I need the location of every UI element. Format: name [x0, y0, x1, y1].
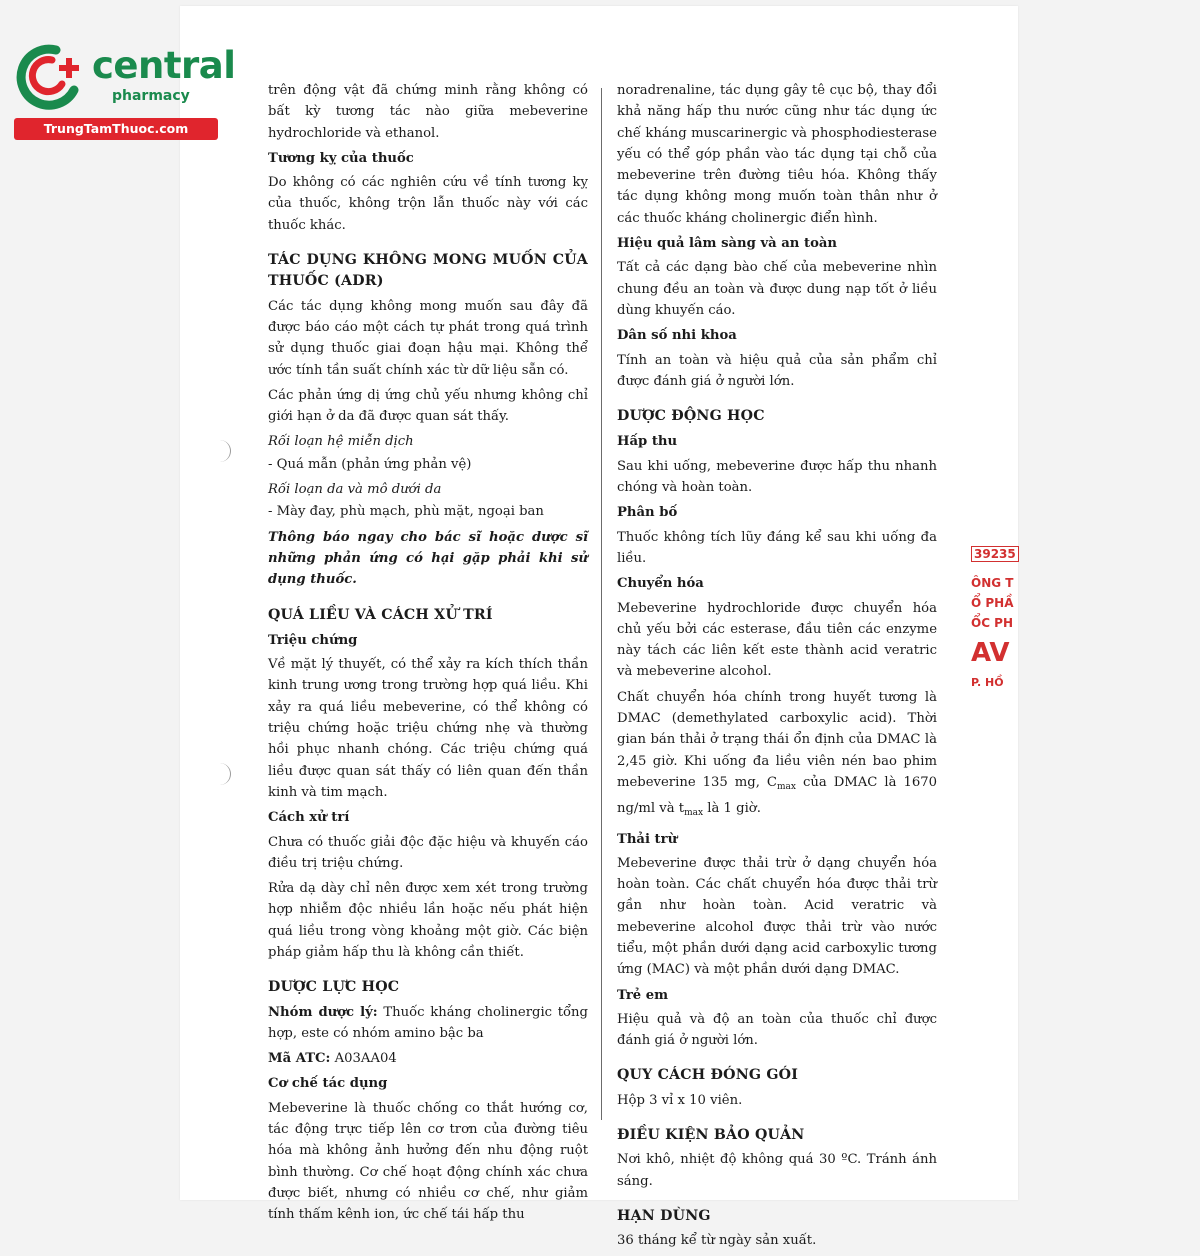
paragraph-text: là 1 giờ.: [703, 801, 761, 817]
subheading: Trẻ em: [617, 987, 669, 1003]
paragraph: Thuốc không tích lũy đáng kể sau khi uống đa liều.: [617, 529, 937, 566]
paragraph: Hộp 3 vỉ x 10 viên.: [617, 1092, 743, 1108]
subheading: Chuyển hóa: [617, 576, 704, 592]
subscript-text: max: [684, 808, 704, 819]
company-stamp: [965, 542, 1020, 722]
stamp-line: Ổ PHẦ: [971, 596, 1014, 610]
paragraph-text: của DMAC là 1670 ng/ml và t: [617, 774, 938, 817]
paragraph: Do không có các nghiên cứu về tính tương kỵ của thuốc, không trộn lẫn thuốc này với các thuốc khác.: [268, 175, 588, 233]
subscript-text: max: [777, 781, 796, 792]
paragraph: Sau khi uống, mebeverine được hấp thu nhanh chóng và hoàn toàn.: [617, 458, 937, 496]
paragraph: Mebeverine là thuốc chống co thắt hướng cơ, tác động trực tiếp lên cơ trơn của đường tiêu hóa mà không ảnh hưởng đến nhu động ruột bình thường. Cơ chế hoạt động chính xác chưa được biết, nhưng có nhiều cơ chế, như giảm tính thấm kênh ion, ức chế tái hấp thu: [268, 1100, 588, 1223]
section-heading: DƯỢC ĐỘNG HỌC: [617, 408, 765, 425]
paragraph-label: Nhóm dược lý:: [268, 1004, 378, 1020]
paragraph: Tính an toàn và hiệu quả của sản phẩm chỉ được đánh giá ở người lớn.: [617, 352, 937, 389]
paragraph: [617, 687, 937, 825]
paragraph: trên động vật đã chứng minh rằng không có bất kỳ tương tác nào giữa mebeverine hydrochloride và ethanol.: [268, 83, 588, 141]
paragraph: Chưa có thuốc giải độc đặc hiệu và khuyến cáo điều trị triệu chứng.: [268, 834, 588, 871]
subheading: Thải trừ: [617, 831, 678, 847]
left-column: [268, 80, 588, 1230]
italic-subheading: Rối loạn hệ miễn dịch: [268, 434, 414, 450]
subheading: Phân bố: [617, 505, 678, 521]
subheading: Cơ chế tác dụng: [268, 1076, 388, 1092]
subheading: Triệu chứng: [268, 632, 358, 648]
subheading: Hấp thu: [617, 434, 678, 450]
labeled-paragraph: [268, 1002, 588, 1045]
section-heading: QUÁ LIỀU VÀ CÁCH XỬ TRÍ: [268, 606, 493, 623]
stamp-line: ÔNG T: [971, 576, 1014, 590]
labeled-paragraph: [268, 1048, 588, 1069]
subheading: Cách xử trí: [268, 810, 350, 826]
warning-note: Thông báo ngay cho bác sĩ hoặc dược sĩ những phản ứng có hại gặp phải khi sử dụng thuốc.: [268, 529, 588, 588]
section-heading: QUY CÁCH ĐÓNG GÓI: [617, 1067, 799, 1084]
paragraph-text: A03AA04: [330, 1051, 397, 1067]
italic-subheading: Rối loạn da và mô dưới da: [268, 482, 442, 498]
paragraph: Các tác dụng không mong muốn sau đây đã được báo cáo một cách tự phát trong quá trình sử dụng thuốc giai đoạn hậu mại. Không thể ước tính tần suất chính xác từ dữ liệu sẵn có.: [268, 298, 588, 378]
paragraph: Tất cả các dạng bào chế của mebeverine nhìn chung đều an toàn và được dung nạp tốt ở liều dùng khuyến cáo.: [617, 260, 937, 318]
subheading: Dân số nhi khoa: [617, 328, 737, 344]
section-heading: DƯỢC LỰC HỌC: [268, 979, 400, 996]
stamp-line: ỔC PH: [971, 616, 1014, 630]
stamp-line: AV: [971, 638, 1010, 668]
logo-subtitle: pharmacy: [112, 88, 190, 104]
paragraph: Nơi khô, nhiệt độ không quá 30 ºC. Tránh ánh sáng.: [617, 1152, 937, 1189]
right-column: [617, 80, 937, 1256]
paragraph: noradrenaline, tác dụng gây tê cục bộ, thay đổi khả năng hấp thu nước cũng như tác dụng ức chế kháng muscarinergic và phosphodiesterase yếu có thể góp phần vào tác dụng tại chỗ của mebeverine trên đường tiêu hóa. Không thấy tác dụng không mong muốn toàn thân như ở các thuốc kháng cholinergic điển hình.: [617, 83, 937, 226]
stamp-line: 39235: [971, 546, 1019, 562]
paragraph-label: Mã ATC:: [268, 1051, 331, 1067]
subheading: Tương kỵ của thuốc: [268, 150, 414, 166]
paragraph: Rửa dạ dày chỉ nên được xem xét trong trường hợp nhiễm độc nhiều lần hoặc nếu phát hiện quá liều trong vòng khoảng một giờ. Các biện pháp giảm hấp thu là không cần thiết.: [268, 881, 588, 960]
paragraph: - Quá mẫn (phản ứng phản vệ): [268, 456, 472, 472]
section-heading: ĐIỀU KIỆN BẢO QUẢN: [617, 1127, 805, 1144]
paragraph: 36 tháng kể từ ngày sản xuất.: [617, 1233, 817, 1249]
paragraph: Về mặt lý thuyết, có thể xảy ra kích thích thần kinh trung ương trong trường hợp quá liều. Khi xảy ra quá liều mebeverine, có thể không có triệu chứng hoặc triệu chứng nhẹ và thường hồi phục nhanh chóng. Các triệu chứng quá liều được quan sát thấy có liên quan đến thần kinh và tim mạch.: [268, 657, 588, 800]
paragraph: Mebeverine được thải trừ ở dạng chuyển hóa hoàn toàn. Các chất chuyển hóa được thải trừ gần như hoàn toàn. Acid veratric và mebeverine alcohol được thải trừ vào nước tiểu, một phần dưới dạng acid carboxylic tương ứng (MAC) và một phần dưới dạng DMAC.: [617, 855, 937, 978]
central-pharmacy-logo: [8, 36, 236, 136]
pharmacy-cross-icon: [12, 40, 90, 112]
paragraph: Các phản ứng dị ứng chủ yếu nhưng không chỉ giới hạn ở da đã được quan sát thấy.: [268, 387, 588, 425]
stamp-line: P. HỒ: [971, 676, 1004, 689]
logo-website: TrungTamThuoc.com: [14, 118, 218, 140]
paragraph-text: Thuốc kháng cholinergic tổng hợp, este có nhóm amino bậc ba: [268, 1004, 588, 1041]
column-divider: [601, 88, 602, 1120]
subheading: Hiệu quả lâm sàng và an toàn: [617, 236, 837, 252]
paragraph: Hiệu quả và độ an toàn của thuốc chỉ được đánh giá ở người lớn.: [617, 1011, 937, 1049]
paragraph-text: Chất chuyển hóa chính trong huyết tương là DMAC (demethylated carboxylic acid). Thời gian bán thải ở trạng thái ổn định của DMAC là 2,45 giờ. Khi uống đa liều viên nén bao phim mebeverine 135 mg, C: [617, 689, 937, 790]
paragraph: - Mày đay, phù mạch, phù mặt, ngoại ban: [268, 504, 544, 520]
section-heading: TÁC DỤNG KHÔNG MONG MUỐN CỦA THUỐC (ADR): [268, 252, 588, 290]
paragraph: Mebeverine hydrochloride được chuyển hóa chủ yếu bởi các esterase, đầu tiên các enzyme này tách các liên kết este thành acid veratric và mebeverine alcohol.: [617, 600, 937, 680]
section-heading: HẠN DÙNG: [617, 1207, 711, 1224]
logo-brand-name: central: [92, 44, 236, 87]
